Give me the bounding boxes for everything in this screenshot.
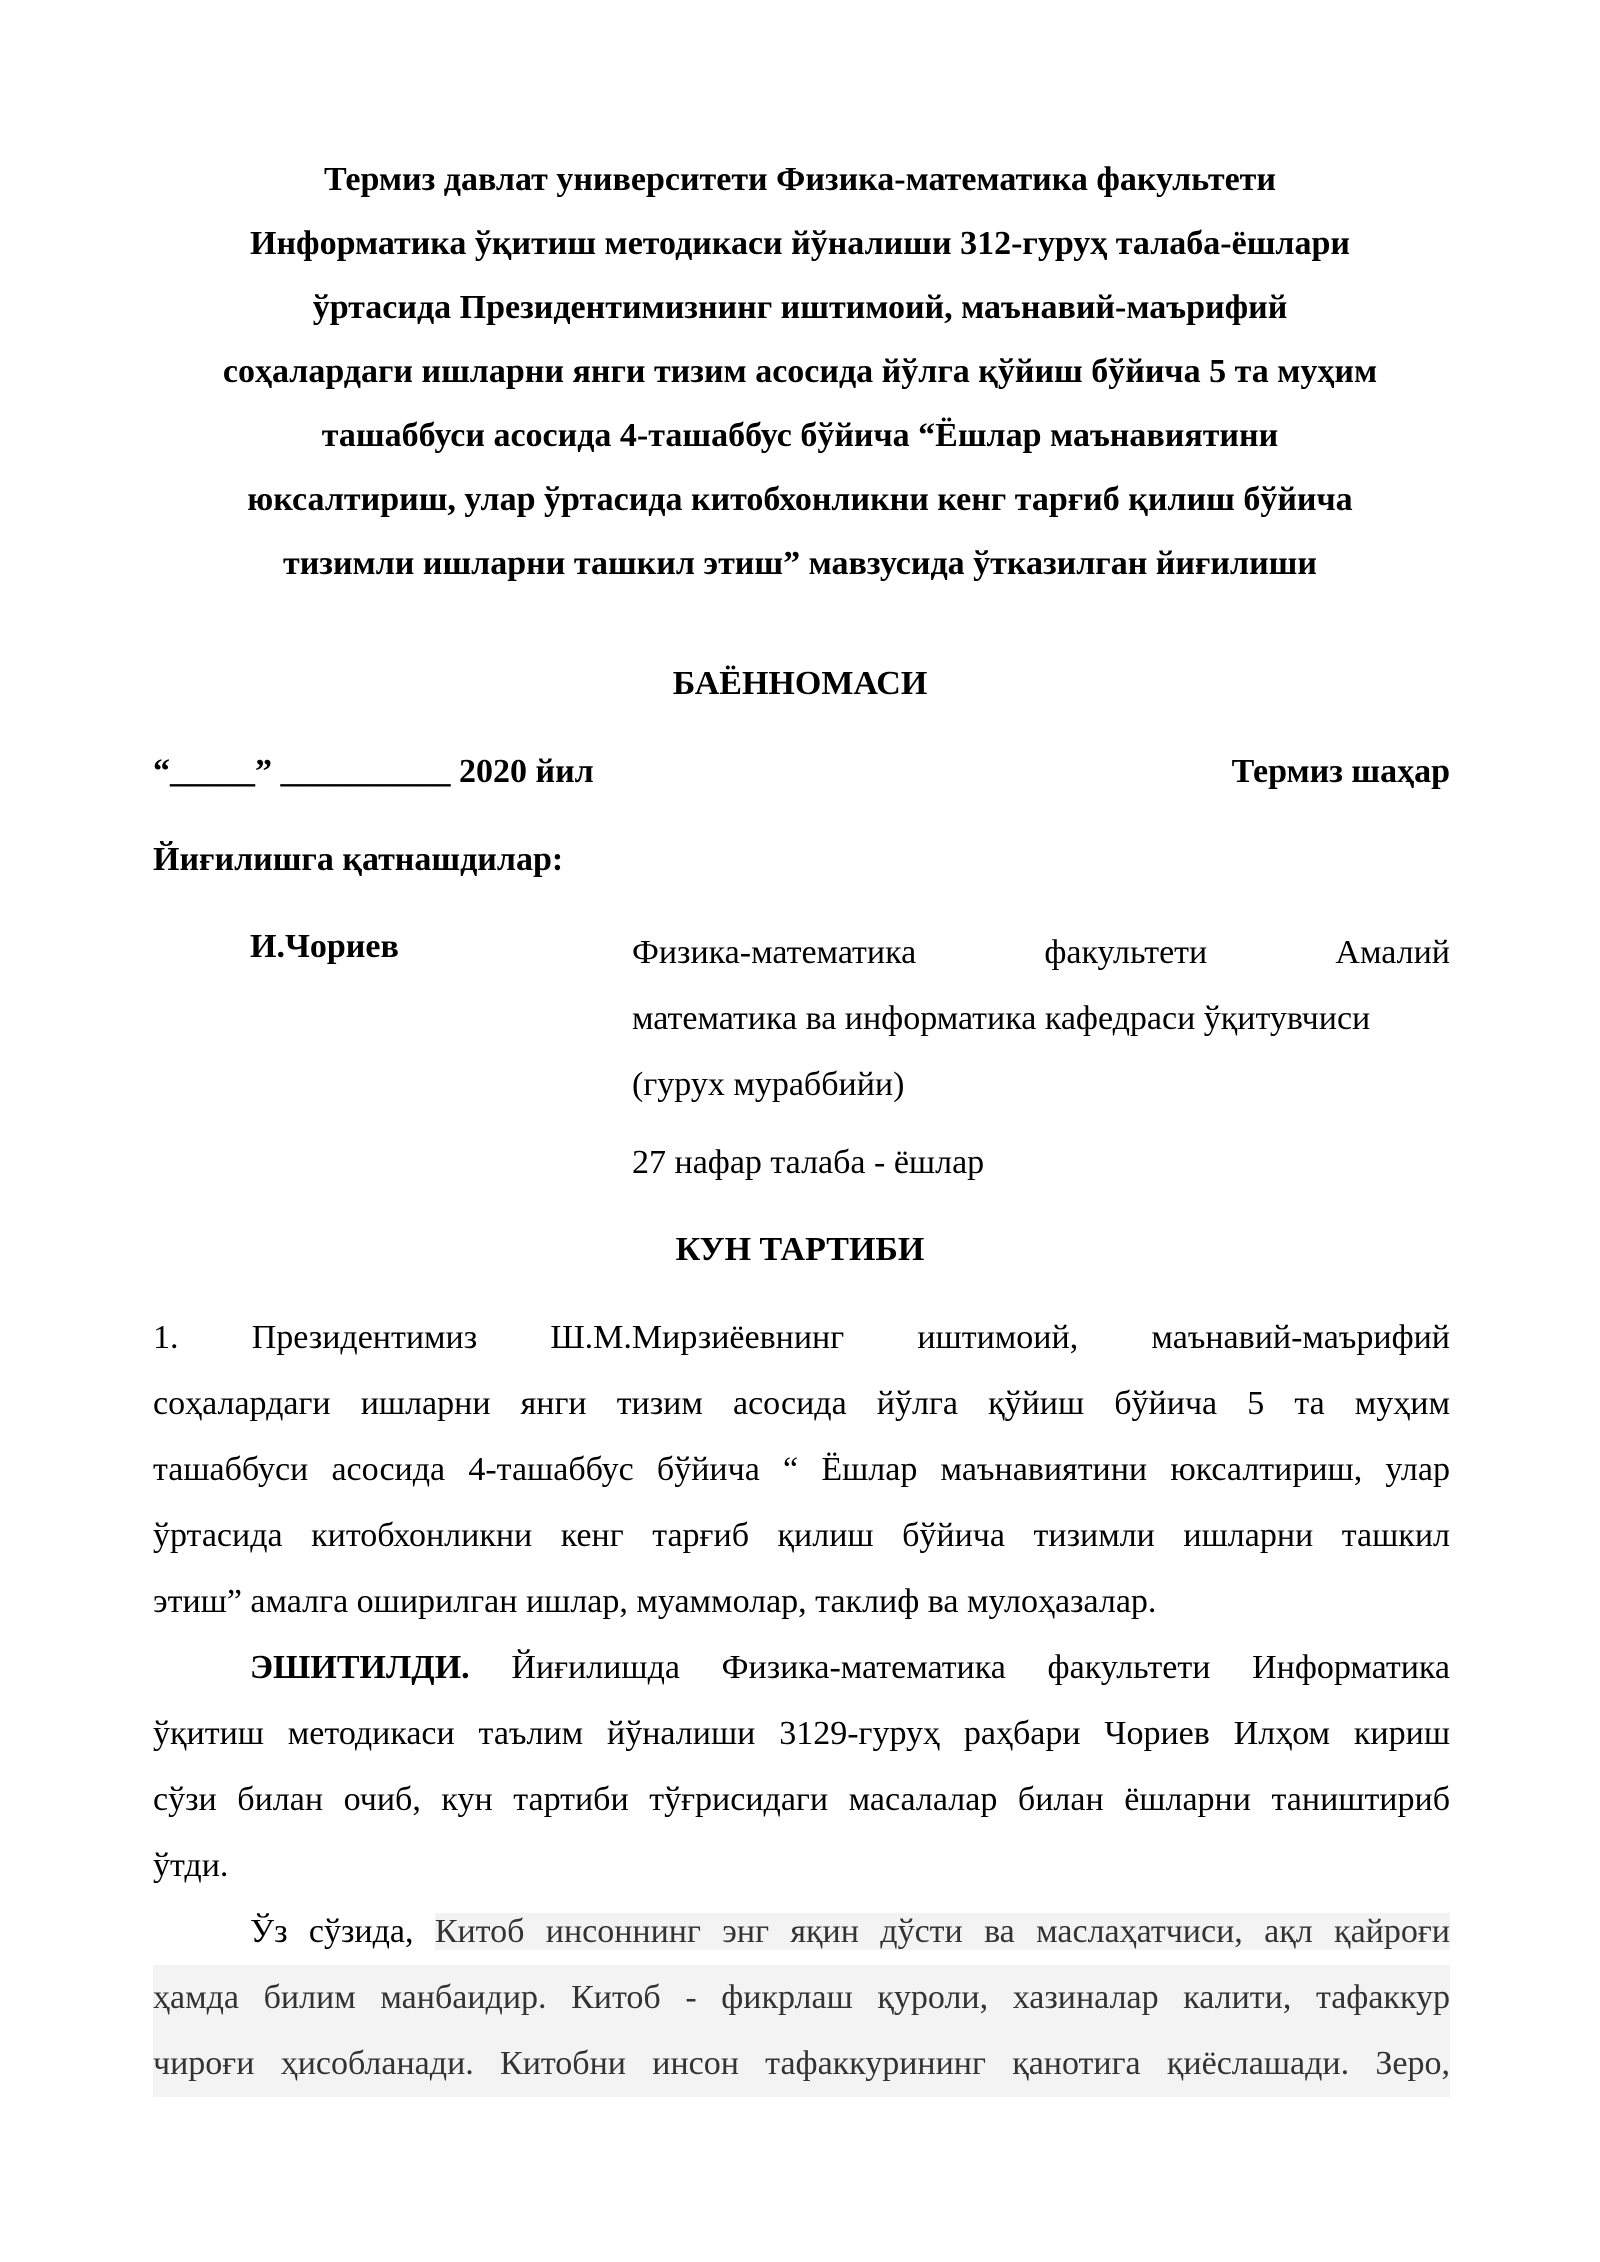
role-line: Физика-математика факультети Амалий — [632, 934, 1450, 971]
heard-lead: ЭШИТИЛДИ. — [250, 1649, 470, 1686]
title-line: Термиз давлат университети Физика-математика факультети — [324, 161, 1276, 198]
speech-quote-line: чироғи ҳисобланади. Китобни инсон тафаккурининг қанотига қиёслашади. Зеро, — [153, 2031, 1450, 2097]
participants-label: Йиғилишга қатнашдилар: — [153, 841, 564, 878]
agenda-item — [153, 1305, 1450, 1635]
agenda-line: соҳалардаги ишларни янги тизим асосида йўлга қўйиш бўйича 5 та муҳим — [153, 1385, 1450, 1422]
students-count: 27 нафар талаба - ёшлар — [632, 1144, 985, 1181]
participant-name: И.Чориев — [250, 928, 399, 965]
title-line: ташаббуси асосида 4-ташаббус бўйича “Ёшлар маънавиятини — [321, 417, 1279, 454]
date-field: “_____” __________ 2020 йил — [153, 753, 594, 790]
heard-line: сўзи билан очиб, кун тартиби тўғрисидаги масалалар билан ёшларни таништириб — [153, 1781, 1450, 1818]
agenda-line: ўртасида китобхонликни кенг тарғиб қилиш бўйича тизимли ишларни ташкил — [153, 1517, 1450, 1554]
speech-quote-line: ҳамда билим манбаидир. Китоб - фикрлаш қуроли, хазиналар калити, тафаккур — [153, 1965, 1450, 2031]
speech-first-line — [153, 1899, 1450, 1965]
place-field: Термиз шаҳар — [1231, 753, 1450, 790]
heard-paragraph — [153, 1635, 1450, 1899]
speech-lead: Ўз сўзида, — [250, 1913, 435, 1950]
heard-first-line — [153, 1635, 1450, 1701]
title-line: соҳалардаги ишларни янги тизим асосида йўлга қўйиш бўйича 5 та муҳим — [222, 353, 1378, 390]
participant-role — [632, 920, 1450, 1118]
title-line: юксалтириш, улар ўртасида китобхонликни кенг тарғиб қилиш бўйича — [247, 481, 1353, 518]
heard-line: ўқитиш методикаси таълим йўналиши 3129-гуруҳ раҳбари Чориев Илҳом кириш — [153, 1715, 1450, 1752]
agenda-line: этиш” амалга оширилган ишлар, муаммолар, таклиф ва мулоҳазалар. — [153, 1583, 1157, 1620]
agenda-heading: КУН ТАРТИБИ — [675, 1231, 925, 1268]
role-line: (гурух мураббийи) — [632, 1066, 905, 1103]
title-line: Информатика ўқитиш методикаси йўналиши 312-гуруҳ талаба-ёшлари — [250, 225, 1350, 262]
document-title — [150, 148, 1450, 596]
title-line: тизимли ишларни ташкил этиш” мавзусида ўтказилган йиғилиши — [283, 545, 1317, 582]
heard-first-text: Йиғилишда Физика-математика факультети Информатика — [469, 1649, 1450, 1686]
speech-quote: Китоб инсоннинг энг яқин дўсти ва маслаҳатчиси, ақл қайроғи — [434, 1913, 1451, 1950]
role-line: математика ва информатика кафедраси ўқитувчиси — [632, 1000, 1371, 1037]
agenda-line: ташаббуси асосида 4-ташаббус бўйича “ Ёшлар маънавиятини юксалтириш, улар — [153, 1451, 1450, 1488]
agenda-line: 1. Президентимиз Ш.М.Мирзиёевнинг иштимоий, маънавий-маърифий — [153, 1319, 1450, 1356]
title-line: ўртасида Президентимизнинг иштимоий, маънавий-маърифий — [312, 289, 1288, 326]
speech-paragraph — [153, 1899, 1450, 2097]
protocol-heading: БАЁННОМАСИ — [672, 665, 928, 702]
heard-line: ўтди. — [153, 1847, 229, 1884]
